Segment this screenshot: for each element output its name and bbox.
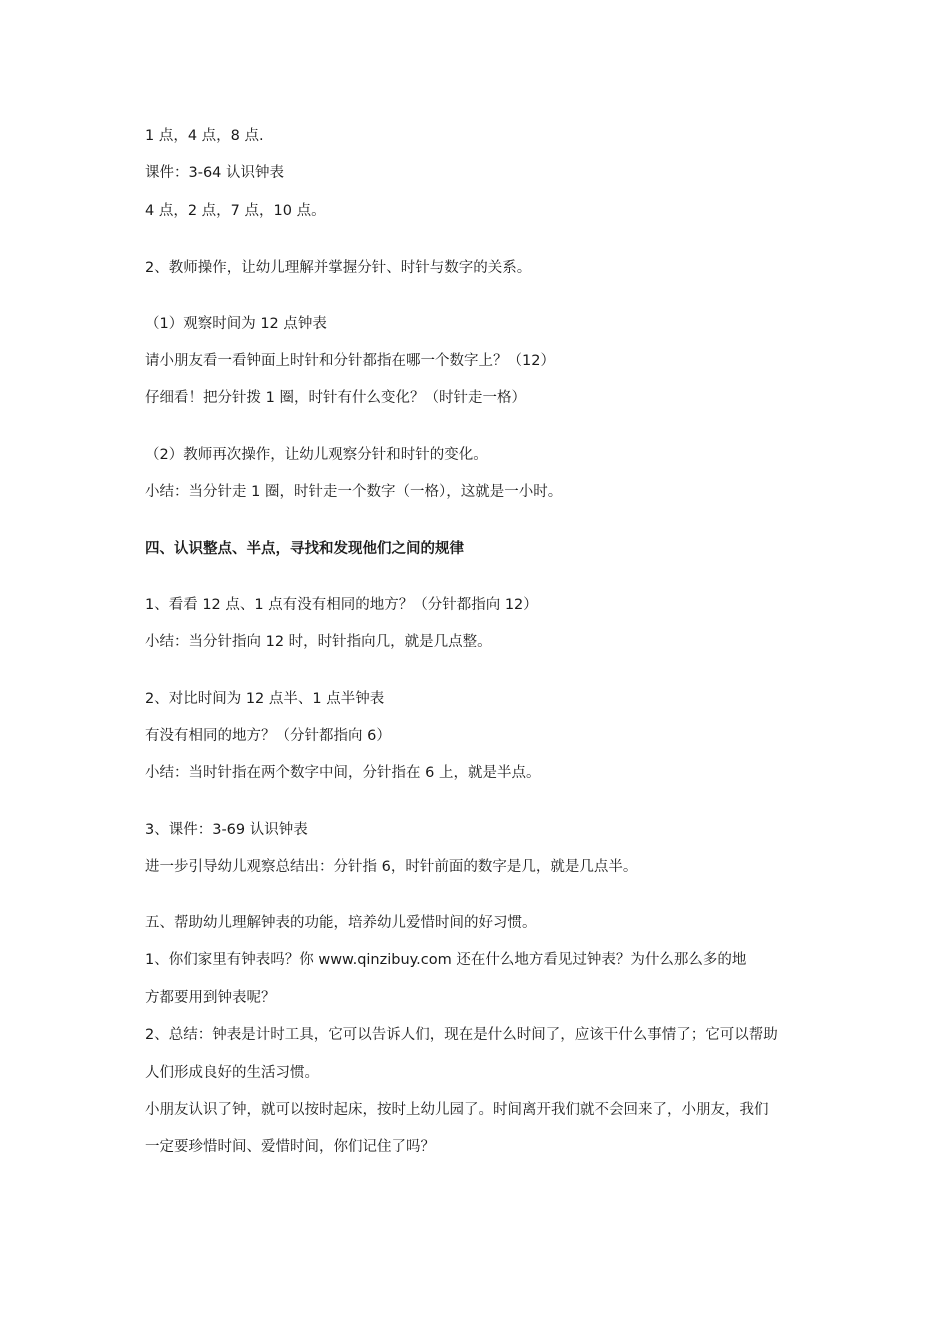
- text-line: 人们形成良好的生活习惯。: [145, 1065, 319, 1081]
- text-line: 课件：3-64 认识钟表: [145, 165, 285, 181]
- text-line: 小朋友认识了钟，就可以按时起床，按时上幼儿园了。时间离开我们就不会回来了，小朋友，我们: [145, 1102, 769, 1118]
- text-line: [145, 950, 825, 970]
- text-line: 2、教师操作，让幼儿理解并掌握分针、时针与数字的关系。: [145, 260, 532, 276]
- text-line: （1）观察时间为 12 点钟表: [145, 316, 327, 332]
- text-line: 4 点，2 点，7 点，10 点。: [145, 203, 326, 219]
- text-line: 1 点，4 点，8 点.: [145, 128, 264, 144]
- text-line: 进一步引导幼儿观察总结出：分针指 6，时针前面的数字是几，就是几点半。: [145, 859, 638, 875]
- text-line: 方都要用到钟表呢？: [145, 990, 276, 1006]
- text-line: 3、课件：3-69 认识钟表: [145, 822, 308, 838]
- text-line: 2、对比时间为 12 点半、1 点半钟表: [145, 691, 385, 707]
- text-line: 请小朋友看一看钟面上时针和分针都指在哪一个数字上？（12）: [145, 353, 555, 369]
- text-line: 有没有相同的地方？（分针都指向 6）: [145, 728, 391, 744]
- text-line: 小结：当分针走 1 圈，时针走一个数字（一格），这就是一小时。: [145, 484, 563, 500]
- text-line: 一定要珍惜时间、爱惜时间，你们记住了吗？: [145, 1139, 435, 1155]
- text-line: 小结：当分针指向 12 时，时针指向几，就是几点整。: [145, 634, 492, 650]
- website-link[interactable]: www.qinzibuy.com: [318, 952, 452, 968]
- text-line: 1、看看 12 点、1 点有没有相同的地方？（分针都指向 12）: [145, 597, 538, 613]
- text-segment: 还在什么地方看见过钟表？为什么那么多的地: [451, 952, 747, 968]
- text-line: 小结：当时针指在两个数字中间，分针指在 6 上，就是半点。: [145, 765, 541, 781]
- text-line: （2）教师再次操作，让幼儿观察分针和时针的变化。: [145, 447, 488, 463]
- text-segment: 1、你们家里有钟表吗？你: [145, 952, 319, 968]
- text-line: 仔细看！把分针拨 1 圈，时针有什么变化？（时针走一格）: [145, 390, 526, 406]
- text-line: 2、总结：钟表是计时工具，它可以告诉人们，现在是什么时间了，应该干什么事情了；它可以帮助: [145, 1027, 778, 1043]
- section-heading: 五、帮助幼儿理解钟表的功能，培养幼儿爱惜时间的好习惯。: [145, 915, 537, 931]
- section-heading: 四、认识整点、半点，寻找和发现他们之间的规律: [145, 541, 464, 557]
